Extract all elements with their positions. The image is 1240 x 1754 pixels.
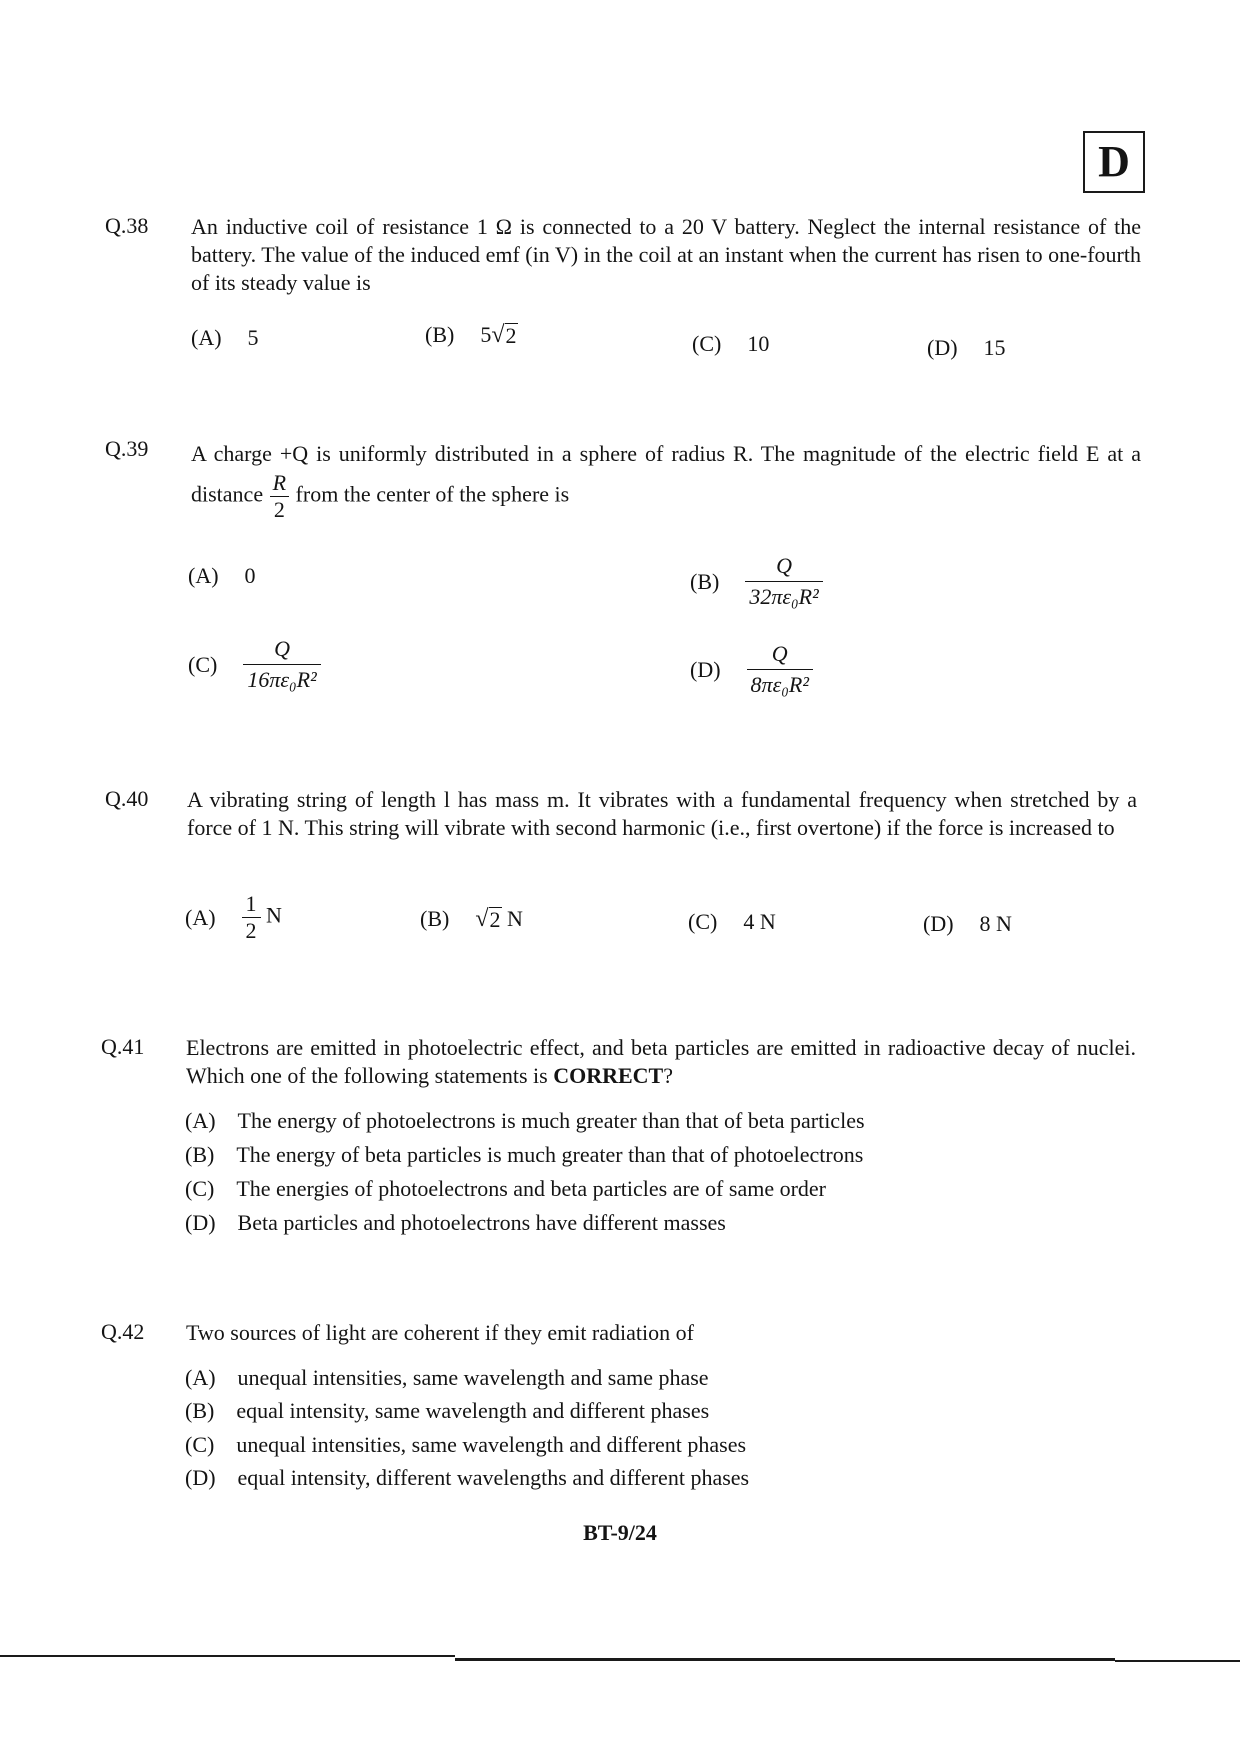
option-text: equal intensity, same wavelength and different phases bbox=[236, 1398, 710, 1423]
question-text: Two sources of light are coherent if they emit radiation of bbox=[186, 1320, 694, 1345]
question-number: Q.41 bbox=[101, 1034, 145, 1059]
fraction-denominator: 2 bbox=[242, 917, 261, 942]
option-d bbox=[185, 1465, 749, 1491]
fraction-numerator: R bbox=[272, 470, 287, 495]
option-label: (A) bbox=[185, 1108, 216, 1133]
option-fraction bbox=[747, 641, 813, 698]
option-c bbox=[692, 331, 769, 357]
option-label: (D) bbox=[690, 656, 721, 682]
question-set-code-box bbox=[1083, 131, 1145, 193]
fraction-denominator: 32πε₀R² bbox=[745, 581, 822, 610]
option-value: 5 bbox=[247, 325, 259, 350]
sqrt-symbol: √ 2 bbox=[475, 906, 501, 932]
unit: N bbox=[266, 902, 282, 928]
option-value: 0 bbox=[244, 563, 256, 588]
fraction-numerator: Q bbox=[274, 636, 290, 661]
option-text: Beta particles and photoelectrons have different masses bbox=[237, 1210, 726, 1235]
unit: N bbox=[507, 906, 523, 931]
option-value: 15 bbox=[983, 335, 1006, 360]
fraction-numerator: 1 bbox=[245, 891, 257, 916]
option-d bbox=[927, 335, 1006, 361]
question-number: Q.38 bbox=[105, 213, 149, 238]
question-set-code: D bbox=[1098, 137, 1130, 186]
option-a bbox=[185, 1108, 865, 1134]
option-text: unequal intensities, same wavelength and same phase bbox=[237, 1365, 709, 1390]
option-label: (C) bbox=[185, 1432, 215, 1457]
option-text: equal intensity, different wavelengths and different phases bbox=[237, 1465, 750, 1490]
fraction-denominator: 2 bbox=[270, 496, 289, 521]
emphasis-text: CORRECT bbox=[553, 1063, 664, 1088]
option-text: The energy of photoelectrons is much greater than that of beta particles bbox=[237, 1108, 865, 1133]
option-a bbox=[188, 563, 256, 589]
option-b bbox=[185, 1398, 709, 1424]
radicand: 2 bbox=[505, 323, 517, 348]
option-label: (B) bbox=[420, 906, 450, 931]
option-d bbox=[185, 1210, 726, 1236]
option-label: (C) bbox=[688, 909, 718, 934]
option-a bbox=[191, 325, 259, 351]
option-label: (C) bbox=[188, 651, 218, 677]
option-b bbox=[420, 906, 523, 932]
question-text-part: from the center of the sphere is bbox=[295, 481, 570, 507]
bottom-rule-center bbox=[455, 1658, 1115, 1661]
option-value bbox=[480, 322, 517, 348]
question-text bbox=[191, 436, 1141, 521]
question-text bbox=[186, 1034, 1136, 1090]
option-b bbox=[185, 1142, 863, 1168]
option-label: (D) bbox=[185, 1465, 216, 1490]
option-label: (D) bbox=[923, 911, 954, 936]
option-b bbox=[425, 322, 518, 348]
question-number: Q.40 bbox=[105, 786, 149, 811]
option-value: 4 N bbox=[743, 909, 776, 934]
option-value: 10 bbox=[747, 331, 770, 356]
bottom-rule-right bbox=[1115, 1660, 1240, 1662]
option-text: The energy of beta particles is much greater than that of photoelectrons bbox=[236, 1142, 864, 1167]
option-fraction bbox=[243, 636, 320, 693]
sqrt-symbol: √ 2 bbox=[491, 322, 517, 348]
option-text: unequal intensities, same wavelength and different phases bbox=[236, 1432, 747, 1457]
option-b bbox=[690, 553, 823, 610]
option-c bbox=[185, 1432, 746, 1458]
option-fraction bbox=[745, 553, 822, 610]
option-label: (B) bbox=[690, 568, 720, 594]
option-label: (B) bbox=[185, 1398, 215, 1423]
question-text-part: ? bbox=[663, 1063, 673, 1088]
question-number: Q.42 bbox=[101, 1319, 145, 1344]
bottom-rule-left bbox=[0, 1655, 455, 1657]
option-label: (D) bbox=[185, 1210, 216, 1235]
coefficient: 5 bbox=[480, 322, 492, 347]
option-label: (A) bbox=[191, 325, 222, 350]
option-a bbox=[185, 893, 282, 942]
fraction-denominator: 8πε₀R² bbox=[747, 669, 813, 698]
option-d bbox=[923, 911, 1012, 937]
fraction-numerator: Q bbox=[776, 553, 792, 578]
question-text-part: Electrons are emitted in photoelectric effect, and beta particles are emitted in radioactive decay of nuclei. Which one of the following statements is bbox=[186, 1035, 1136, 1088]
option-value bbox=[242, 893, 282, 942]
fraction-denominator: 16πε₀R² bbox=[243, 664, 320, 693]
option-a bbox=[185, 1365, 709, 1391]
option-value bbox=[475, 906, 523, 932]
radicand: 2 bbox=[489, 907, 501, 932]
option-value: 8 N bbox=[979, 911, 1012, 936]
option-label: (D) bbox=[927, 335, 958, 360]
option-d bbox=[690, 641, 813, 698]
option-fraction bbox=[242, 893, 261, 942]
option-label: (C) bbox=[185, 1176, 215, 1201]
page-footer-code: BT-9/24 bbox=[583, 1520, 657, 1545]
distance-fraction bbox=[269, 472, 290, 521]
option-label: (A) bbox=[188, 563, 219, 588]
question-number: Q.39 bbox=[105, 436, 149, 461]
question-text: A vibrating string of length l has mass m. It vibrates with a fundamental frequency when stretched by a force of 1 N. This string will vibrate with second harmonic (i.e., first overtone) if the force is increased to bbox=[187, 787, 1137, 840]
question-text: An inductive coil of resistance 1 Ω is connected to a 20 V battery. Neglect the internal resistance of the battery. The value of the induced emf (in V) in the coil at an instant when the current has risen to one-fourth of its steady value is bbox=[191, 214, 1141, 295]
option-label: (B) bbox=[425, 322, 455, 347]
option-c bbox=[688, 909, 776, 935]
option-c bbox=[188, 636, 321, 693]
fraction-numerator: Q bbox=[771, 641, 788, 666]
option-label: (C) bbox=[692, 331, 722, 356]
option-text: The energies of photoelectrons and beta particles are of same order bbox=[236, 1176, 826, 1201]
question-text-part: A charge +Q is uniformly distributed in a sphere of radius R. The magnitude of the electric field E at a distance bbox=[191, 441, 1141, 507]
option-label: (A) bbox=[185, 1365, 216, 1390]
option-label: (B) bbox=[185, 1142, 215, 1167]
option-c bbox=[185, 1176, 826, 1202]
option-label: (A) bbox=[185, 904, 216, 930]
